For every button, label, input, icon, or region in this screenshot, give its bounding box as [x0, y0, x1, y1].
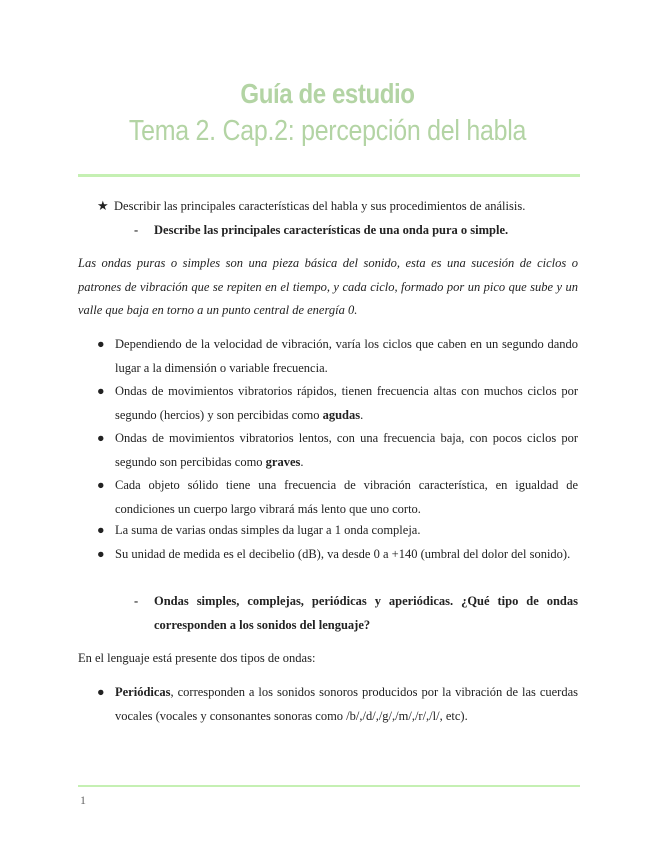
bullet-dot: ●	[97, 523, 105, 537]
star-icon: ★	[97, 198, 109, 213]
list-item-text: Periódicas, corresponden a los sonidos sonoros producidos por la vibración de las cuerdas vocales (vocales y consonantes sonoras como /b/,/d/,/g/,/m/,/r/,/l/, etc).	[115, 685, 578, 723]
list-item-text: Dependiendo de la velocidad de vibración, varía los ciclos que caben en un segundo dando lugar a la dimensión o variable frecuencia.	[115, 337, 578, 375]
document-subtitle: Tema 2. Cap.2: percepción del habla	[128, 115, 527, 147]
bullet-dot: ●	[97, 384, 105, 398]
list-item-text: La suma de varias ondas simples da lugar a 1 onda compleja.	[115, 523, 421, 537]
footer-divider	[78, 785, 580, 787]
objective-text: Describir las principales características del habla y sus procedimientos de análisis.	[114, 199, 526, 213]
intro-paragraph: Las ondas puras o simples son una pieza básica del sonido, esta es una sucesión de ciclos o patrones de vibración que se repiten en el tiempo, y cada ciclo, formado por un pico que sube y un valle que baja en torno a un punto central de energía 0.	[78, 256, 578, 317]
header-divider	[78, 174, 580, 177]
list-item-text: Cada objeto sólido tiene una frecuencia de vibración característica, en igualdad de condiciones un cuerpo largo vibrará más lento que uno corto.	[115, 478, 578, 516]
question-1-text: Describe las principales características de una onda pura o simple.	[154, 223, 509, 237]
dash-marker: -	[134, 594, 139, 608]
list-item-text: Ondas de movimientos vibratorios rápidos, tienen frecuencia altas con muchos ciclos por segundo (hercios) y son percibidas como agudas.	[115, 384, 578, 422]
bullet-dot: ●	[97, 478, 105, 492]
bullet-dot: ●	[97, 547, 105, 561]
page-number: 1	[80, 793, 86, 807]
bullet-dot: ●	[97, 431, 105, 445]
dash-marker: -	[134, 223, 139, 237]
bullet-dot: ●	[97, 337, 105, 351]
bullet-dot: ●	[97, 685, 105, 699]
document-title: Guía de estudio	[240, 78, 415, 109]
list-item-text: Ondas de movimientos vibratorios lentos, con una frecuencia baja, con pocos ciclos por segundo son percibidas como graves.	[115, 431, 578, 469]
question-2-text: Ondas simples, complejas, periódicas y aperiódicas. ¿Qué tipo de ondas corresponden a los sonidos del lenguaje?	[154, 594, 578, 632]
paragraph-2: En el lenguaje está presente dos tipos de ondas:	[78, 651, 316, 665]
list-item-text: Su unidad de medida es el decibelio (dB), va desde 0 a +140 (umbral del dolor del sonido).	[115, 547, 571, 561]
